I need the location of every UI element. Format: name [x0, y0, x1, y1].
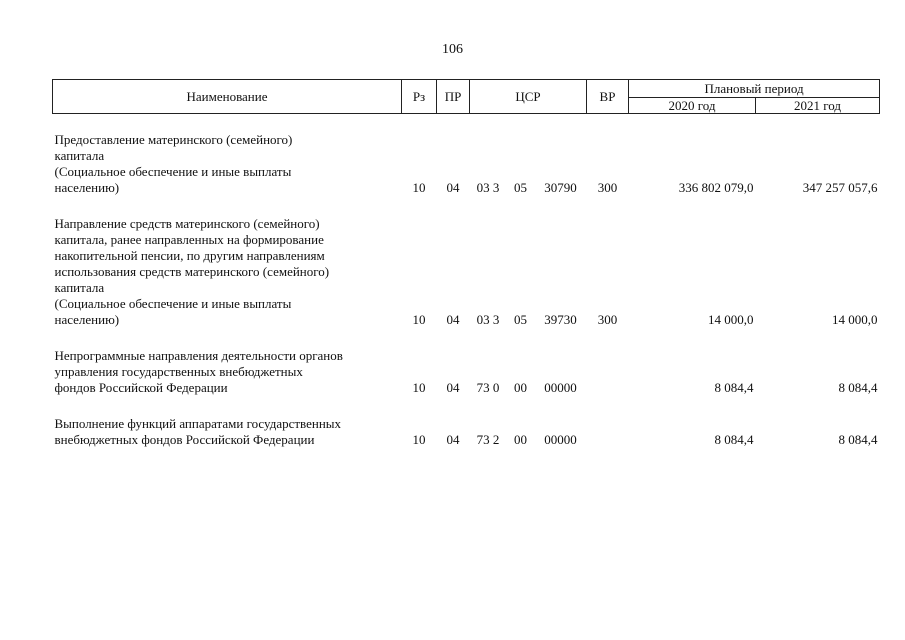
cell-csr-direction: 00000 — [544, 380, 577, 395]
cell-csr-direction: 00000 — [544, 432, 577, 447]
name-line: капитала — [54, 280, 105, 295]
name-line: Выполнение функций аппаратами государственных — [54, 416, 342, 431]
name-line: управления государственных внебюджетных — [54, 364, 303, 379]
cell-vr: 300 — [597, 180, 618, 195]
header-csr: ЦСР — [470, 80, 587, 114]
budget-table — [52, 79, 880, 448]
name-line: Предоставление материнского (семейного) — [54, 132, 293, 147]
cell-csr-program: 73 0 — [476, 380, 500, 395]
name-line: населению) — [54, 312, 120, 327]
header-name: Наименование — [53, 80, 402, 114]
cell-vr: 300 — [597, 312, 618, 327]
cell-pr: 04 — [446, 312, 460, 327]
cell-rz: 10 — [412, 432, 426, 447]
cell-vr — [587, 348, 629, 396]
cell-csr-direction: 39730 — [544, 312, 577, 327]
cell-pr: 04 — [446, 380, 460, 395]
header-year-2020: 2020 год — [629, 98, 756, 114]
table-row — [53, 416, 880, 448]
name-line: Направление средств материнского (семейного) — [54, 216, 320, 231]
cell-csr-direction: 30790 — [544, 180, 577, 195]
cell-csr-subprogram: 05 — [514, 180, 527, 195]
cell-name — [53, 216, 402, 328]
cell-csr-program: 73 2 — [476, 432, 500, 447]
cell-amount-2021: 347 257 057,6 — [802, 180, 878, 195]
cell-name — [53, 416, 402, 448]
page-number: 106 — [442, 42, 463, 57]
cell-csr-subprogram: 05 — [514, 312, 527, 327]
cell-name — [53, 132, 402, 196]
cell-amount-2021: 8 084,4 — [838, 380, 878, 395]
name-line: Непрограммные направления деятельности органов — [54, 348, 343, 363]
cell-vr — [587, 416, 629, 448]
cell-amount-2020: 8 084,4 — [714, 432, 754, 447]
table-header — [53, 80, 880, 114]
name-line: использования средств материнского (семейного) — [54, 264, 330, 279]
header-year-2021: 2021 год — [756, 98, 880, 114]
cell-amount-2020: 8 084,4 — [714, 380, 754, 395]
cell-name — [53, 348, 402, 396]
name-line: накопительной пенсии, по другим направлениям — [54, 248, 325, 263]
table-row — [53, 132, 880, 196]
cell-rz: 10 — [412, 180, 426, 195]
cell-amount-2021: 14 000,0 — [832, 312, 878, 327]
cell-pr: 04 — [446, 180, 460, 195]
table-row — [53, 216, 880, 328]
cell-pr: 04 — [446, 432, 460, 447]
cell-rz: 10 — [412, 312, 426, 327]
table-body — [53, 114, 880, 449]
cell-csr-program: 03 3 — [476, 180, 500, 195]
header-vr: ВР — [587, 80, 629, 114]
cell-amount-2020: 336 802 079,0 — [678, 180, 754, 195]
name-line: населению) — [54, 180, 120, 195]
name-line: (Социальное обеспечение и иные выплаты — [54, 164, 292, 179]
header-planned-period: Плановый период — [629, 80, 880, 98]
cell-csr-subprogram: 00 — [514, 380, 527, 395]
cell-csr-subprogram: 00 — [514, 432, 527, 447]
cell-amount-2021: 8 084,4 — [838, 432, 878, 447]
table-row — [53, 348, 880, 396]
header-rz: Рз — [402, 80, 437, 114]
header-pr: ПР — [437, 80, 470, 114]
cell-rz: 10 — [412, 380, 426, 395]
cell-amount-2020: 14 000,0 — [708, 312, 754, 327]
cell-csr-program: 03 3 — [476, 312, 500, 327]
name-line: внебюджетных фондов Российской Федерации — [54, 432, 315, 447]
name-line: (Социальное обеспечение и иные выплаты — [54, 296, 292, 311]
name-line: капитала, ранее направленных на формирование — [54, 232, 324, 247]
name-line: капитала — [54, 148, 105, 163]
name-line: фондов Российской Федерации — [54, 380, 228, 395]
